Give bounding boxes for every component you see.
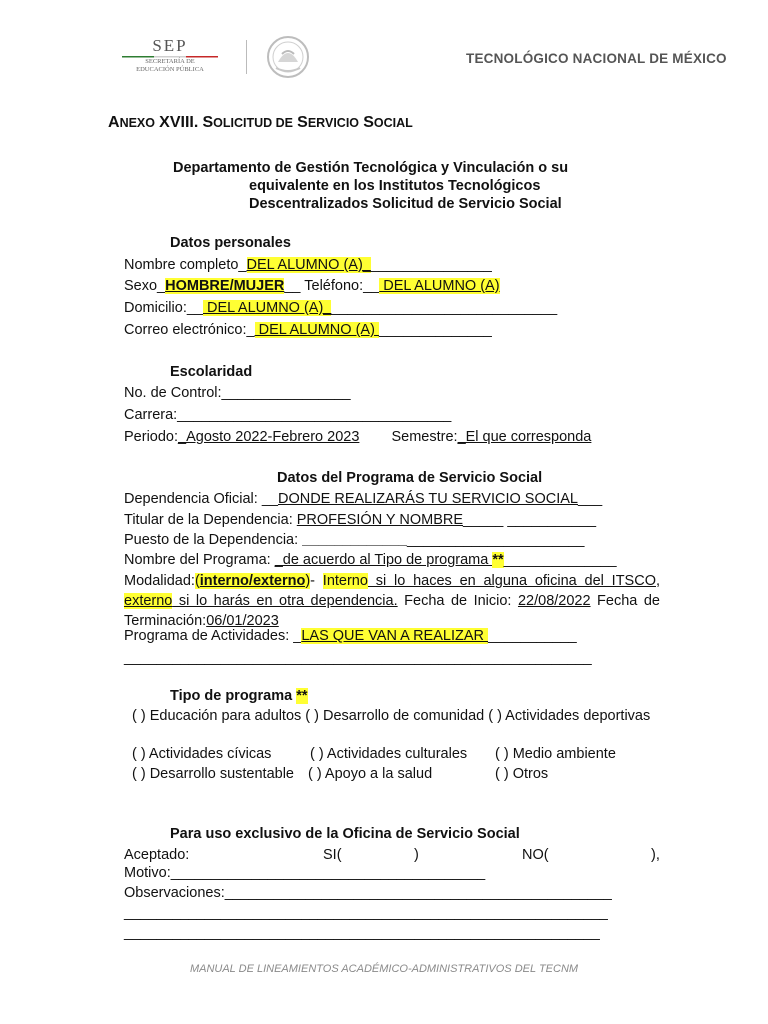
department-title-line3: Descentralizados Solicitud de Servicio Social: [249, 196, 562, 212]
semester-value: _El que corresponda: [457, 429, 592, 445]
start-date-value: 22/08/2022: [517, 593, 591, 609]
mexico-seal-icon: [256, 34, 320, 80]
sep-logo-sub1: SECRETARÍA DE: [145, 58, 195, 65]
modality-external: externo: [124, 593, 173, 609]
dependency-post-field[interactable]: [124, 532, 584, 548]
accepted-label: Aceptado:: [124, 847, 190, 863]
annex-title-ervicio: ERVICIO: [307, 116, 360, 130]
modality-internal: Interno: [322, 573, 368, 589]
annex-title-s1: S: [202, 114, 214, 131]
period-value: _Agosto 2022-Febrero 2023: [178, 429, 360, 445]
option-others[interactable]: ( ) Otros: [495, 766, 549, 782]
activities-value: LAS QUE VAN A REALIZAR: [301, 628, 489, 644]
option-cultural[interactable]: ( ) Actividades culturales: [310, 746, 468, 762]
sex-label: Sexo_: [124, 278, 166, 294]
annex-title-a: A: [108, 114, 120, 131]
program-name-blank: ______________: [503, 552, 617, 568]
annex-title: [108, 114, 413, 132]
dependency-label: Dependencia Oficial: __: [124, 491, 278, 507]
modality-internal-text: si lo haces en alguna oficina del ITSCO,: [367, 573, 660, 589]
dependency-field[interactable]: [124, 491, 602, 507]
accepted-no-close: ),: [651, 847, 660, 863]
accepted-no-checkbox[interactable]: NO(: [522, 847, 549, 863]
annex-title-olicitud: OLICITUD DE: [213, 116, 293, 130]
full-name-value: DEL ALUMNO (A)_: [246, 257, 371, 273]
dependency-head-field[interactable]: [124, 512, 596, 528]
modality-paragraph[interactable]: [124, 571, 660, 631]
semester-label: Semestre:: [391, 429, 458, 445]
department-title-line1: Departamento de Gestión Tecnológica y Vinculación o su: [173, 160, 569, 176]
program-type-row1[interactable]: ( ) Educación para adultos ( ) Desarrollo de comunidad ( ) Actividades deportivas: [132, 708, 651, 724]
activities-label: Programa de Actividades: _: [124, 628, 302, 644]
footer-text: MANUAL DE LINEAMIENTOS ACADÉMICO-ADMINISTRATIVOS DEL TECNM: [189, 963, 579, 975]
full-name-blank: _______________: [370, 257, 492, 273]
program-data-heading: Datos del Programa de Servicio Social: [277, 470, 543, 486]
full-name-field[interactable]: [124, 257, 492, 273]
sep-logo-sub2: EDUCACIÓN PÚBLICA: [136, 66, 204, 73]
annex-title-ocial: OCIAL: [373, 116, 413, 130]
department-title-line2: equivalente en los Institutos Tecnológicos: [249, 178, 541, 194]
dependency-blank: ___: [577, 491, 603, 507]
modality-value: interno/externo: [199, 573, 306, 589]
accepted-yes-checkbox[interactable]: SI(: [323, 847, 342, 863]
program-type-label: Tipo de programa: [170, 688, 297, 704]
observations-line-2[interactable]: ___________________________________________________________: [124, 925, 600, 941]
dependency-post-label: Puesto de la Dependencia:: [124, 532, 303, 548]
activities-blank: ___________: [488, 628, 577, 644]
activities-field[interactable]: [124, 628, 577, 644]
annex-title-s3: S: [363, 114, 374, 131]
email-blank: ______________: [378, 322, 492, 338]
option-environment[interactable]: ( ) Medio ambiente: [495, 746, 616, 762]
dependency-head-blank: _____ ___________: [463, 512, 597, 528]
sep-logo-word: SEP: [152, 36, 188, 55]
program-type-marker: **: [296, 688, 308, 704]
end-date-label: Fecha de Terminación:: [124, 593, 660, 629]
phone-label: __ Teléfono:__: [284, 278, 380, 294]
period-label: Periodo:: [124, 429, 179, 445]
program-name-marker: **: [492, 552, 504, 568]
personal-data-heading: Datos personales: [170, 235, 291, 251]
observations-line-1[interactable]: ____________________________________________________________: [124, 905, 608, 921]
end-date-value: 06/01/2023: [206, 613, 279, 629]
reason-field[interactable]: Motivo:_______________________________________: [124, 865, 486, 881]
program-name-field[interactable]: [124, 552, 617, 568]
modality-label: Modalidad:: [124, 573, 195, 589]
email-field[interactable]: [124, 322, 492, 338]
option-health[interactable]: ( ) Apoyo a la salud: [308, 766, 433, 782]
address-blank: ____________________________: [331, 300, 558, 316]
option-civic[interactable]: ( ) Actividades cívicas: [132, 746, 272, 762]
email-value: DEL ALUMNO (A): [254, 322, 379, 338]
modality-external-text: si lo harás en otra dependencia.: [172, 593, 398, 609]
full-name-label: Nombre completo_: [124, 257, 247, 273]
modality-paren-open: (: [194, 573, 200, 589]
address-label: Domicilio:__: [124, 300, 203, 316]
modality-paren-close: ): [305, 573, 311, 589]
option-sustainable[interactable]: ( ) Desarrollo sustentable: [132, 766, 294, 782]
phone-value: DEL ALUMNO (A): [379, 278, 500, 294]
annex-title-roman: XVIII.: [159, 114, 199, 131]
sep-logo-stripes: [100, 30, 240, 80]
dependency-head-label: Titular de la Dependencia:: [124, 512, 297, 528]
program-type-heading: [170, 688, 308, 704]
accepted-yes-close: ): [414, 847, 419, 863]
schooling-heading: Escolaridad: [170, 364, 253, 380]
activities-extra-line[interactable]: __________________________________________________________: [124, 650, 592, 666]
dependency-head-value: PROFESIÓN Y NOMBRE: [296, 512, 464, 528]
control-number-field[interactable]: No. de Control:________________: [124, 385, 351, 401]
period-semester-field[interactable]: [124, 429, 591, 445]
address-value: DEL ALUMNO (A)_: [202, 300, 332, 316]
annex-title-s2: S: [297, 114, 308, 131]
sex-value: HOMBRE/MUJER: [165, 278, 285, 294]
header-divider: [246, 40, 247, 74]
address-field[interactable]: [124, 300, 557, 316]
program-name-label: Nombre del Programa:: [124, 552, 275, 568]
career-field[interactable]: Carrera:__________________________________: [124, 407, 452, 423]
start-date-label: Fecha de Inicio:: [397, 593, 518, 609]
dependency-post-value: _____________: [302, 532, 407, 548]
office-use-heading: Para uso exclusivo de la Oficina de Servicio Social: [170, 826, 520, 842]
observations-field[interactable]: Observaciones:________________________________________________: [124, 885, 612, 901]
institution-name: TECNOLÓGICO NACIONAL DE MÉXICO: [466, 51, 727, 66]
sex-phone-field[interactable]: [124, 278, 500, 294]
email-label: Correo electrónico:_: [124, 322, 255, 338]
annex-title-nexo: NEXO: [119, 116, 155, 130]
dependency-post-blank: ______________________: [407, 532, 585, 548]
program-name-value: _de acuerdo al Tipo de programa: [274, 552, 493, 568]
modality-dash: -: [310, 573, 323, 589]
sep-logo: [100, 30, 242, 80]
dependency-value: DONDE REALIZARÁS TU SERVICIO SOCIAL: [277, 491, 578, 507]
